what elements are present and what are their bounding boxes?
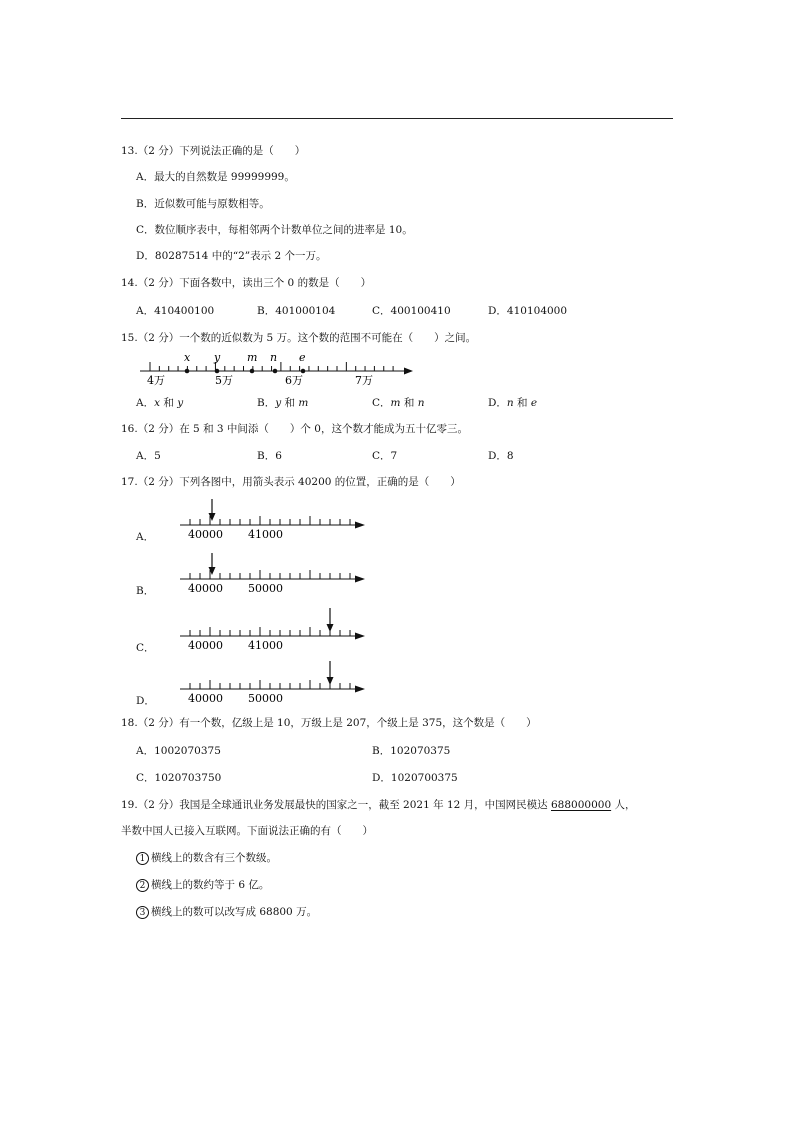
q17-figure-c-label-1: 40000: [188, 639, 223, 650]
q13-option-b[interactable]: B．近似数可能与原数相等。: [136, 198, 270, 210]
option-letter: B．: [257, 397, 276, 409]
number-line-point: [215, 369, 220, 374]
q18-option-a[interactable]: A．1002070375: [136, 745, 221, 757]
circled-number-1: 1: [136, 852, 149, 865]
q13-option-a[interactable]: A．最大的自然数是 99999999。: [136, 171, 295, 183]
circled-number-3: 3: [136, 906, 149, 919]
q14-stem: 14.（2 分）下面各数中，读出三个 0 的数是（ ）: [121, 277, 372, 289]
header-rule: [121, 118, 673, 119]
option-var-2: m: [298, 397, 309, 409]
q16-option-a[interactable]: A．5: [136, 450, 161, 462]
q13-option-d[interactable]: D．80287514 中的“2”表示 2 个一万。: [136, 250, 327, 262]
option-conj: 和: [517, 397, 528, 409]
q17-figure-c[interactable]: [150, 604, 375, 650]
q15-number-line: [130, 347, 420, 389]
q17-figure-b-label-2: 50000: [248, 582, 283, 595]
option-var-2: n: [417, 397, 425, 409]
q14-option-c[interactable]: C．400100410: [372, 305, 451, 317]
q15-option-d[interactable]: [488, 396, 537, 410]
down-arrow-head: [327, 677, 334, 685]
q19-underlined-number: 688000000: [551, 799, 612, 811]
q15-point-label-m: m: [247, 351, 258, 364]
option-conj: 和: [163, 397, 174, 409]
down-arrow-head: [327, 624, 334, 632]
q17-figure-a-label-2: 41000: [248, 528, 283, 541]
axis-arrowhead: [355, 576, 365, 583]
q15-point-label-x: x: [184, 351, 191, 364]
q15-stem: 15.（2 分）一个数的近似数为 5 万。这个数的范围不可能在（ ）之间。: [121, 332, 477, 344]
q19-stem-line2: 半数中国人已接入互联网。下面说法正确的有（ ）: [121, 825, 373, 837]
q15-point-label-e: e: [299, 351, 306, 364]
option-var-1: y: [275, 397, 282, 409]
statement-text: 横线上的数可以改写成 68800 万。: [151, 906, 318, 918]
q18-option-c[interactable]: C．1020703750: [136, 772, 222, 784]
q16-option-b[interactable]: B．6: [257, 450, 282, 462]
q17-option-c-letter[interactable]: C．: [136, 642, 155, 654]
q17-figure-a-label-1: 40000: [188, 528, 223, 541]
option-letter: D．: [488, 397, 507, 409]
q15-axis-arrow: [404, 368, 413, 375]
q17-option-b-letter[interactable]: B．: [136, 585, 155, 597]
q18-option-b[interactable]: B．102070375: [372, 745, 451, 757]
option-var-1: n: [506, 397, 514, 409]
option-conj: 和: [403, 397, 415, 409]
q14-option-d[interactable]: D．410104000: [488, 305, 568, 317]
number-line-point: [301, 369, 306, 374]
q15-option-b[interactable]: [257, 396, 308, 410]
axis-arrowhead: [355, 633, 365, 640]
q15-tick-label-7wan: 7万: [355, 374, 373, 387]
q17-figure-d-label-1: 40000: [188, 692, 223, 703]
q18-option-d[interactable]: D．1020700375: [372, 772, 458, 784]
q19-stem-tail: 人，: [611, 799, 636, 811]
q14-option-a[interactable]: A．410400100: [136, 305, 215, 317]
axis-arrowhead: [355, 522, 365, 529]
statement-text: 横线上的数约等于 6 亿。: [151, 879, 270, 891]
option-var-1: m: [390, 397, 401, 409]
q13-option-c[interactable]: C．数位顺序表中，每相邻两个计数单位之间的进率是 10。: [136, 224, 413, 236]
q15-option-a[interactable]: [136, 396, 183, 410]
number-line-point: [250, 369, 255, 374]
q18-stem: 18.（2 分）有一个数，亿级上是 10，万级上是 207，个级上是 375，这个数是（ ）: [121, 717, 537, 729]
q16-option-d[interactable]: D．8: [488, 450, 514, 462]
option-var-2: y: [177, 397, 184, 409]
statement-text: 横线上的数含有三个数级。: [151, 852, 277, 864]
q13-stem: 13.（2 分）下列说法正确的是（ ）: [121, 145, 306, 157]
option-conj: 和: [284, 397, 295, 409]
q15-tick-label-4wan: 4万: [147, 374, 165, 387]
q17-figure-a-line: [180, 499, 365, 529]
q15-point-label-y: y: [214, 351, 221, 364]
q17-figure-d-label-2: 50000: [248, 692, 283, 703]
option-var-1: x: [154, 397, 161, 409]
q19-stem-text: 19.（2 分）我国是全球通讯业务发展最快的国家之一，截至 2021 年 12 月，中国网民模达: [121, 799, 551, 811]
q19-stem-line1: [121, 798, 635, 812]
number-line-point: [185, 369, 190, 374]
q17-stem: 17.（2 分）下列各图中，用箭头表示 40200 的位置，正确的是（ ）: [121, 476, 461, 488]
q19-statement-2[interactable]: [136, 878, 269, 892]
q17-figure-b-label-1: 40000: [188, 582, 223, 595]
q17-option-a-letter[interactable]: A．: [136, 531, 155, 543]
q19-statement-1[interactable]: [136, 851, 277, 865]
q17-figure-b-line: [180, 553, 365, 583]
q15-option-c[interactable]: [372, 396, 424, 410]
q17-option-d-letter[interactable]: D．: [136, 695, 155, 707]
circled-number-2: 2: [136, 879, 149, 892]
q17-figure-a[interactable]: [150, 497, 375, 543]
q17-figure-c-line: [180, 608, 365, 640]
q19-statement-3[interactable]: [136, 905, 317, 919]
q17-figure-c-label-2: 41000: [248, 639, 283, 650]
q14-option-b[interactable]: B．401000104: [257, 305, 336, 317]
q17-figure-d[interactable]: [150, 657, 375, 703]
axis-arrowhead: [355, 686, 365, 693]
q15-point-label-n: n: [270, 351, 278, 364]
option-var-2: e: [530, 397, 538, 409]
number-line-point: [273, 369, 278, 374]
q16-option-c[interactable]: C．7: [372, 450, 398, 462]
option-letter: A．: [136, 397, 155, 409]
q17-figure-d-line: [180, 661, 365, 693]
q15-tick-label-6wan: 6万: [285, 374, 303, 387]
q16-stem: 16.（2 分）在 5 和 3 中间添（ ）个 0，这个数才能成为五十亿零三。: [121, 423, 468, 435]
option-letter: C．: [372, 397, 391, 409]
q15-tick-label-5wan: 5万: [215, 374, 233, 387]
q17-figure-b[interactable]: [150, 551, 375, 597]
